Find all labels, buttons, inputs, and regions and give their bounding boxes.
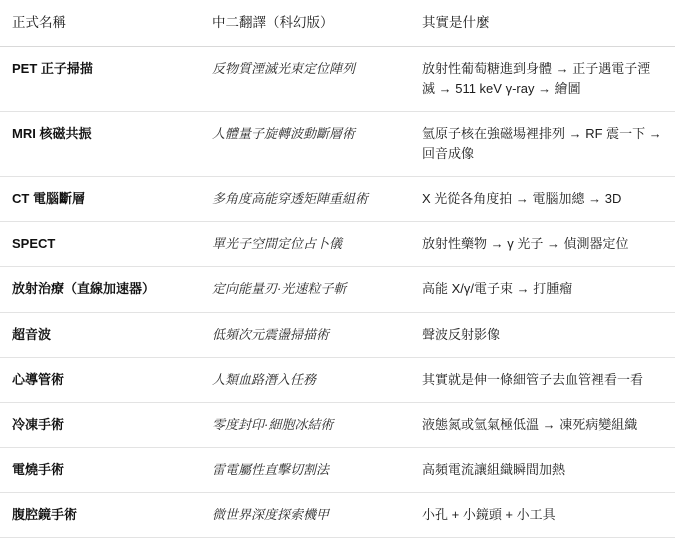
cell-what-it-is: 高頻電流讓組織瞬間加熱 (410, 447, 675, 492)
cell-official-name: 超音波 (0, 312, 200, 357)
cell-what-it-is: 聲波反射影像 (410, 312, 675, 357)
table-body (0, 46, 675, 538)
table-row (0, 312, 675, 357)
cell-what-it-is: 液態氮或氫氣極低溫 → 凍死病變組織 (410, 402, 675, 447)
cell-official-name: PET 正子掃描 (0, 46, 200, 111)
cell-what-it-is: 放射性藥物 → γ 光子 → 偵測器定位 (410, 222, 675, 267)
column-header-official-name: 正式名稱 (0, 0, 200, 46)
cell-official-name: 腹腔鏡手術 (0, 493, 200, 538)
cell-chuuni-translation: 低頻次元震盪掃描術 (200, 312, 410, 357)
cell-what-it-is: X 光從各角度拍 → 電腦加總 → 3D (410, 177, 675, 222)
cell-chuuni-translation: 零度封印·細胞冰結術 (200, 402, 410, 447)
cell-official-name: 心導管術 (0, 357, 200, 402)
cell-official-name: CT 電腦斷層 (0, 177, 200, 222)
cell-official-name: SPECT (0, 222, 200, 267)
column-header-what-it-is: 其實是什麼 (410, 0, 675, 46)
table-row (0, 46, 675, 111)
cell-chuuni-translation: 反物質湮滅光束定位陣列 (200, 46, 410, 111)
cell-official-name: MRI 核磁共振 (0, 111, 200, 176)
table-row (0, 402, 675, 447)
cell-chuuni-translation: 雷電屬性直擊切割法 (200, 447, 410, 492)
cell-chuuni-translation: 多角度高能穿透矩陣重組術 (200, 177, 410, 222)
cell-chuuni-translation: 定向能量刃·光速粒子斬 (200, 267, 410, 312)
cell-chuuni-translation: 人體量子旋轉波動斷層術 (200, 111, 410, 176)
table-row (0, 447, 675, 492)
column-header-chuuni-translation: 中二翻譯（科幻版） (200, 0, 410, 46)
table-row (0, 357, 675, 402)
cell-what-it-is: 其實就是伸一條細管子去血管裡看一看 (410, 357, 675, 402)
table-header (0, 0, 675, 46)
table-row (0, 493, 675, 538)
cell-what-it-is: 氫原子核在強磁場裡排列 → RF 震一下 → 回音成像 (410, 111, 675, 176)
cell-what-it-is: 高能 X/γ/電子束 → 打腫瘤 (410, 267, 675, 312)
cell-chuuni-translation: 單光子空間定位占卜儀 (200, 222, 410, 267)
cell-chuuni-translation: 微世界深度探索機甲 (200, 493, 410, 538)
table-row (0, 222, 675, 267)
cell-official-name: 冷凍手術 (0, 402, 200, 447)
cell-official-name: 電燒手術 (0, 447, 200, 492)
cell-chuuni-translation: 人類血路潛入任務 (200, 357, 410, 402)
table-row (0, 267, 675, 312)
table-row (0, 177, 675, 222)
table-row (0, 111, 675, 176)
cell-what-it-is: 放射性葡萄糖進到身體 → 正子遇電子湮滅 → 511 keV γ-ray → 繪圖 (410, 46, 675, 111)
table-header-row (0, 0, 675, 46)
cell-official-name: 放射治療（直線加速器） (0, 267, 200, 312)
cell-what-it-is: 小孔 + 小鏡頭 + 小工具 (410, 493, 675, 538)
